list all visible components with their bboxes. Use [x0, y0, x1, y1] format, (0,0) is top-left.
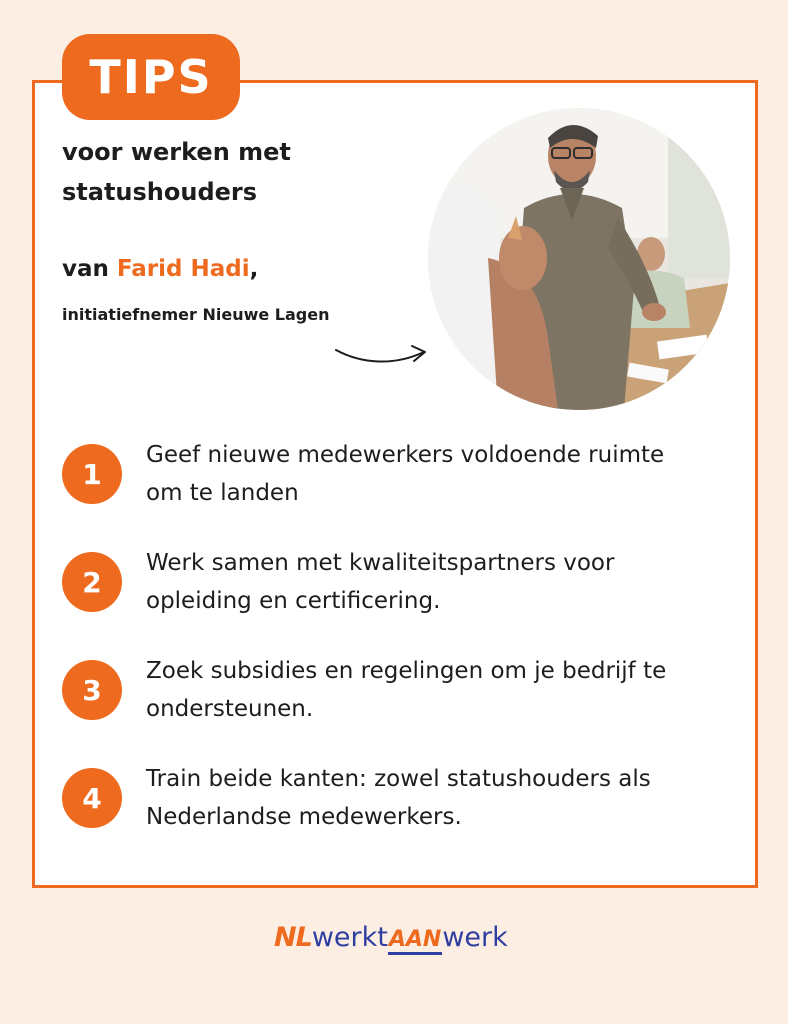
tip-number-badge: 1 — [62, 444, 122, 504]
portrait-photo — [428, 108, 730, 410]
author-role: initiatiefnemer Nieuwe Lagen — [62, 305, 330, 324]
author-suffix: , — [249, 256, 259, 282]
tip-number-badge: 2 — [62, 552, 122, 612]
author-name: Farid Hadi — [116, 256, 250, 282]
logo-werk: werk — [442, 922, 508, 953]
tip-number-badge: 3 — [62, 660, 122, 720]
logo-aan: AAN — [388, 927, 442, 955]
author-prefix: van — [62, 256, 109, 282]
tip-text: Train beide kanten: zowel statushouders als Nederlandse medewerkers. — [146, 766, 651, 830]
tip-number-badge: 4 — [62, 768, 122, 828]
tip-text: Zoek subsidies en regelingen om je bedrijf te ondersteunen. — [146, 658, 667, 722]
tip-item — [60, 544, 720, 624]
tip-text: Geef nieuwe medewerkers voldoende ruimte om te landen — [146, 442, 665, 506]
logo-nl: NL — [274, 922, 312, 953]
tip-item — [60, 760, 720, 840]
nlwerktaanwerk-logo — [274, 922, 508, 953]
logo-werkt: werkt — [311, 922, 388, 953]
arrow-icon — [332, 336, 432, 372]
subtitle: voor werken met statushouders — [62, 138, 291, 206]
tips-badge: TIPS — [62, 34, 240, 120]
author-line — [62, 256, 258, 282]
tip-item — [60, 436, 720, 516]
tip-item — [60, 652, 720, 732]
tip-text: Werk samen met kwaliteitspartners voor opleiding en certificering. — [146, 550, 615, 614]
